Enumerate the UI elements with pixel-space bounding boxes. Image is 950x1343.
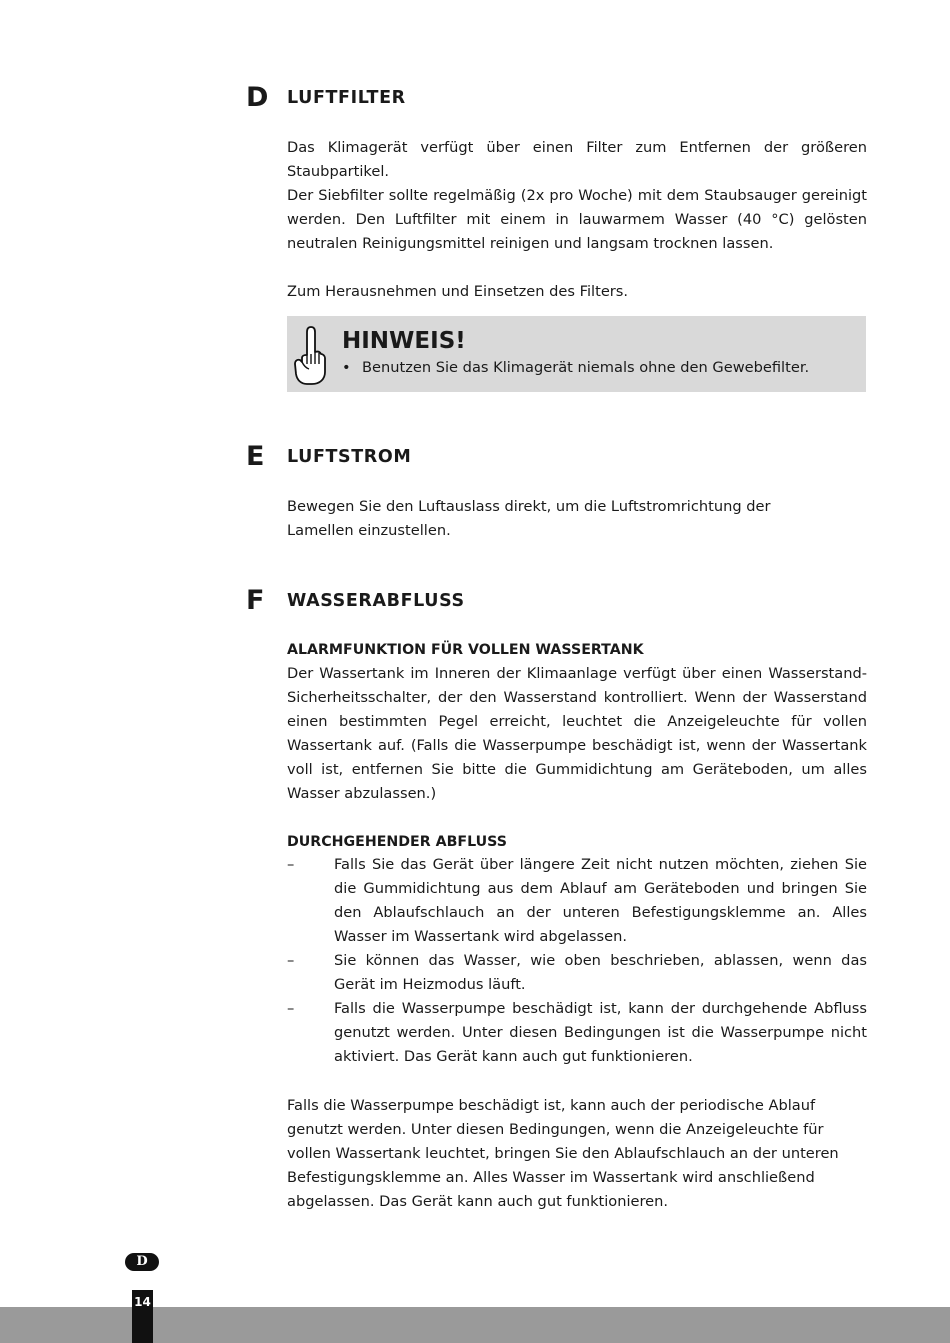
closing-line: vollen Wassertank leuchtet, bringen Sie den Ablaufschlauch an der unteren [287,1145,839,1162]
paragraph: Das Klimagerät verfügt über einen Filter zum Entfernen der größeren Staubpartikel. [287,139,867,180]
note-bullet-item [342,358,809,378]
list-item-text: Falls Sie das Gerät über längere Zeit nicht nutzen möchten, ziehen Sie die Gummidichtung aus dem Ablauf am Geräteboden und bringen Sie den Ablaufschlauch an der unteren Befestigungsklemme an. Alles Wasser im Wassertank wird abgelassen. [334,856,867,945]
section-letter-d: D [246,82,269,113]
drain-list [287,853,867,1069]
note-text: Benutzen Sie das Klimagerät niemals ohne den Gewebefilter. [362,359,810,376]
closing-line: Befestigungsklemme an. Alles Wasser im Wassertank wird anschließend [287,1169,815,1186]
note-box [287,316,866,392]
paragraph: Der Siebfilter sollte regelmäßig (2x pro Woche) mit dem Staubsauger gereinigt werden. Den Luftfilter mit einem in lauwarmem Wasser (40 °C) gelösten neutralen Reinigungsmittel reinigen und langsam trocknen lassen. [287,187,867,252]
language-badge: D [125,1253,159,1271]
pointing-hand-icon [293,324,327,386]
section-title-wasserabfluss: WASSERABFLUSS [287,591,465,611]
dash-marker: – [287,856,295,873]
section-title-luftfilter: LUFTFILTER [287,88,406,108]
section-letter-f: F [246,585,265,616]
section-title-luftstrom: LUFTSTROM [287,447,412,467]
dash-marker: – [287,952,295,969]
dash-marker: – [287,1000,295,1017]
list-item-text: Sie können das Wasser, wie oben beschrieben, ablassen, wenn das Gerät im Heizmodus läuft. [334,952,867,993]
section-letter-e: E [246,441,265,472]
paragraph-alarm: Der Wassertank im Inneren der Klimaanlage verfügt über einen Wasserstand-Sicherheitsschalter, der den Wasserstand kontrolliert. Wenn der Wasserstand einen bestimmten Pegel erreicht, leuchtet die Anzeigeleuchte für vollen Wassertank auf. (Falls die Wasserpumpe beschädigt ist, wenn der Wassertank voll ist, entfernen Sie bitte die Gummidichtung am Geräteboden, um alles Wasser abzulassen.) [287,665,867,802]
closing-line: genutzt werden. Unter diesen Bedingungen, wenn die Anzeigeleuchte für [287,1121,824,1138]
bullet-marker: • [342,359,351,376]
closing-line: Falls die Wasserpumpe beschädigt ist, kann auch der periodische Ablauf [287,1097,816,1114]
list-item [287,853,867,949]
subheading-drain: DURCHGEHENDER ABFLUSS [287,834,507,850]
page-number: 14 [134,1295,151,1309]
subheading-alarm: ALARMFUNKTION FÜR VOLLEN WASSERTANK [287,642,644,658]
note-title: HINWEIS! [342,328,466,354]
closing-line: abgelassen. Das Gerät kann auch gut funktionieren. [287,1193,669,1210]
list-item [287,949,867,997]
paragraph: Bewegen Sie den Luftauslass direkt, um die Luftstromrichtung der Lamellen einzustellen. [287,498,771,539]
paragraph: Zum Herausnehmen und Einsetzen des Filters. [287,283,629,300]
paragraph-closing [287,1094,867,1214]
list-item [287,997,867,1069]
list-item-text: Falls die Wasserpumpe beschädigt ist, kann der durchgehende Abfluss genutzt werden. Unter diesen Bedingungen ist die Wasserpumpe nicht aktiviert. Das Gerät kann auch gut funktionieren. [334,1000,867,1065]
